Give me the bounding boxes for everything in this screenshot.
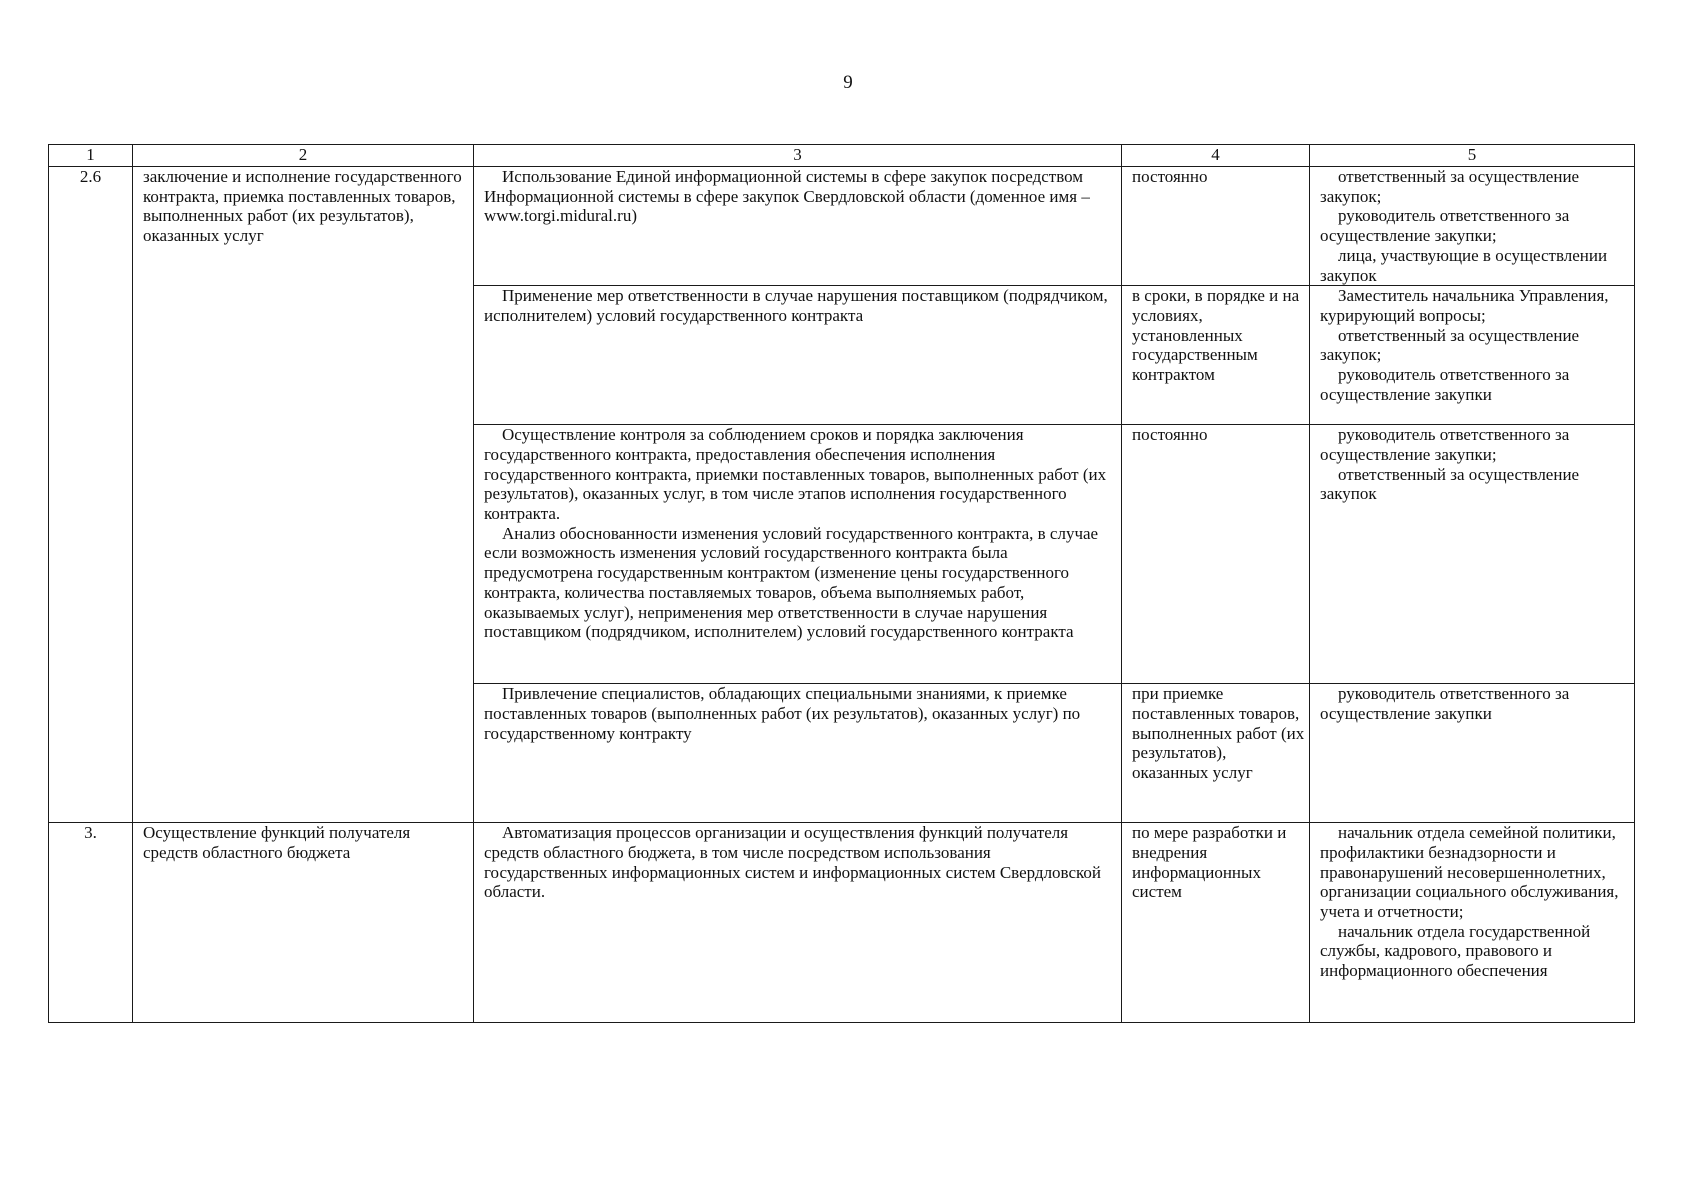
column-header-2: 2	[133, 145, 474, 167]
column-header-1: 1	[49, 145, 133, 167]
responsible-text: ответственный за осуществление закупок;	[1320, 167, 1580, 206]
responsible-text: руководитель ответственного за осуществление закупки;	[1320, 206, 1570, 246]
table-header-row	[49, 145, 1635, 167]
responsible-text: лица, участвующие в осуществлении закупок	[1320, 245, 1608, 285]
measure-text: Осуществление контроля за соблюдением сроков и порядка заключения государственного контракта, предоставления обеспечения исполнения государственного контракта, приемки поставленных товаров, выполненных работ (их результатов), оказанных услуг, в том числе этапов исполнения государственного контракта.	[484, 425, 1107, 524]
responsible-text: начальник отдела семейной политики, профилактики безнадзорности и правонарушений несовершеннолетних, организации социального обслуживания, учета и отчетности;	[1320, 823, 1619, 922]
row-number: 3.	[49, 823, 133, 1023]
responsible-text: руководитель ответственного за осуществление закупки	[1320, 684, 1570, 723]
measure-text: Использование Единой информационной системы в сфере закупок посредством Информационной системы в сфере закупок Свердловской области (доменное имя – www.torgi.midural.ru)	[484, 167, 1090, 226]
responsible-cell	[1310, 684, 1635, 823]
responsible-text: Заместитель начальника Управления, курирующий вопросы;	[1320, 286, 1609, 325]
responsible-text: ответственный за осуществление закупок;	[1320, 325, 1580, 365]
table-row	[49, 823, 1635, 1023]
responsible-text: руководитель ответственного за осуществление закупки;	[1320, 425, 1570, 464]
table-row	[49, 167, 1635, 286]
responsible-cell	[1310, 823, 1635, 1023]
page-number: 9	[843, 72, 853, 93]
measures-table	[48, 144, 1635, 1023]
row-stage-name: заключение и исполнение государственного контракта, приемка поставленных товаров, выполненных работ (их результатов), оказанных услуг	[133, 167, 474, 823]
measure-cell	[474, 286, 1122, 425]
measure-text: Привлечение специалистов, обладающих специальными знаниями, к приемке поставленных товаров (выполненных работ (их результатов), оказанных услуг) по государственному контракту	[484, 684, 1081, 743]
measure-cell	[474, 823, 1122, 1023]
term-cell: постоянно	[1122, 425, 1310, 684]
term-cell: в сроки, в порядке и на условиях, установленных государственным контрактом	[1122, 286, 1310, 425]
responsible-cell	[1310, 425, 1635, 684]
term-cell: постоянно	[1122, 167, 1310, 286]
measure-cell	[474, 684, 1122, 823]
measure-text: Автоматизация процессов организации и осуществления функций получателя средств областного бюджета, в том числе посредством использования государственных информационных систем и информационных систем Свердловской области.	[484, 823, 1102, 902]
measure-cell	[474, 167, 1122, 286]
column-header-3: 3	[474, 145, 1122, 167]
responsible-cell	[1310, 167, 1635, 286]
measure-text: Анализ обоснованности изменения условий государственного контракта, в случае если возможность изменения условий государственного контракта была предусмотрена государственным контрактом (изменение цены государственного контракта, количества поставляемых товаров, объема выполняемых работ, оказываемых услуг), неприменения мер ответственности в случае нарушения поставщиком (подрядчиком, исполнителем) условий государственного контракта	[484, 523, 1099, 642]
row-stage-name: Осуществление функций получателя средств областного бюджета	[133, 823, 474, 1023]
column-header-5: 5	[1310, 145, 1635, 167]
responsible-text: руководитель ответственного за осуществление закупки	[1320, 365, 1570, 404]
responsible-text: начальник отдела государственной службы, кадрового, правового и информационного обеспечения	[1320, 921, 1591, 981]
column-header-4: 4	[1122, 145, 1310, 167]
term-cell: при приемке поставленных товаров, выполненных работ (их результатов), оказанных услуг	[1122, 684, 1310, 823]
responsible-cell	[1310, 286, 1635, 425]
term-cell: по мере разработки и внедрения информационных систем	[1122, 823, 1310, 1023]
measure-text: Применение мер ответственности в случае нарушения поставщиком (подрядчиком, исполнителем) условий государственного контракта	[484, 286, 1108, 325]
responsible-text: ответственный за осуществление закупок	[1320, 464, 1580, 504]
measure-cell	[474, 425, 1122, 684]
row-number: 2.6	[49, 167, 133, 823]
